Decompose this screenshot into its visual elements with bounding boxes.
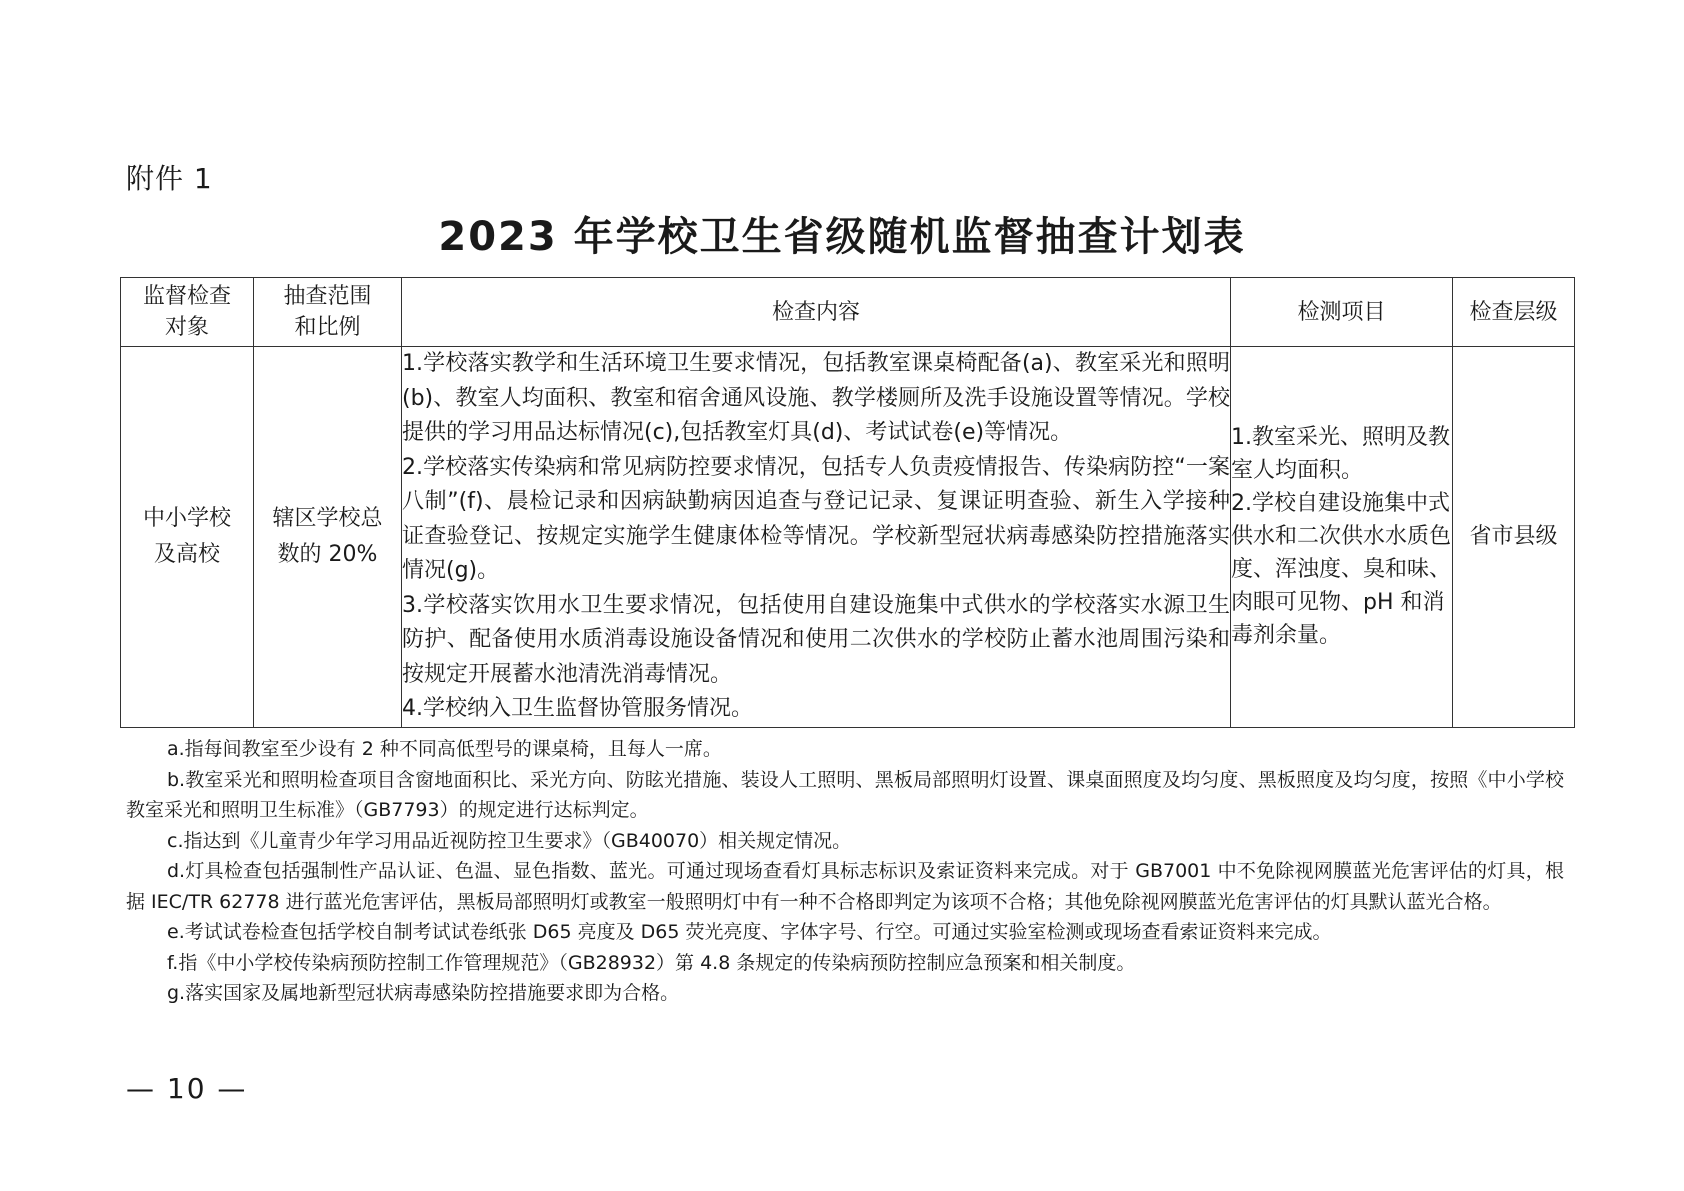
table-header-row xyxy=(121,278,1575,347)
content-item-2: 2.学校落实传染病和常见病防控要求情况，包括专人负责疫情报告、传染病防控“一案八制”(f)、晨检记录和因病缺勤病因追查与登记记录、复课证明查验、新生入学接种证查验登记、按规定实施学生健康体检等情况。学校新型冠状病毒感染防控措施落实情况(g)。 xyxy=(402,454,1230,583)
cell-object-line1: 中小学校 xyxy=(142,505,231,531)
cell-scope xyxy=(254,347,402,728)
cell-content xyxy=(402,347,1231,728)
footnotes xyxy=(126,734,1564,1009)
cell-detect xyxy=(1231,347,1453,728)
header-scope-line2: 和比例 xyxy=(294,315,361,340)
page-number: — 10 — xyxy=(126,1072,248,1105)
header-scope xyxy=(254,278,402,347)
attachment-label: 附件 1 xyxy=(126,162,213,195)
header-content: 检查内容 xyxy=(402,278,1231,347)
footnote-g: g.落实国家及属地新型冠状病毒感染防控措施要求即为合格。 xyxy=(167,982,680,1004)
footnote-d: d.灯具检查包括强制性产品认证、色温、显色指数、蓝光。可通过现场查看灯具标志标识及索证资料来完成。对于 GB7001 中不免除视网膜蓝光危害评估的灯具，根据 IEC/TR 62778 进行蓝光危害评估，黑板局部照明灯或教室一般照明灯中有一种不合格即判定为该项不合格；其他免除视网膜蓝光危害评估的灯具默认蓝光合格。 xyxy=(126,860,1564,913)
table-row xyxy=(121,347,1575,728)
header-level: 检查层级 xyxy=(1453,278,1575,347)
cell-level: 省市县级 xyxy=(1453,347,1575,728)
cell-scope-line2: 数的 20% xyxy=(277,541,378,567)
detect-item-2: 2.学校自建设施集中式供水和二次供水水质色度、浑浊度、臭和味、肉眼可见物、pH 和消毒剂余量。 xyxy=(1231,491,1452,649)
cell-scope-line1: 辖区学校总 xyxy=(272,505,383,531)
cell-object-line2: 及高校 xyxy=(153,541,220,567)
cell-object xyxy=(121,347,254,728)
content-item-3: 3.学校落实饮用水卫生要求情况，包括使用自建设施集中式供水的学校落实水源卫生防护、配备使用水质消毒设施设备情况和使用二次供水的学校防止蓄水池周围污染和按规定开展蓄水池清洗消毒情况。 xyxy=(402,592,1230,687)
footnote-b: b.教室采光和照明检查项目含窗地面积比、采光方向、防眩光措施、装设人工照明、黑板局部照明灯设置、课桌面照度及均匀度、黑板照度及均匀度，按照《中小学校教室采光和照明卫生标准》（GB7793）的规定进行达标判定。 xyxy=(126,768,1564,821)
content-item-1: 1.学校落实教学和生活环境卫生要求情况，包括教室课桌椅配备(a)、教室采光和照明(b)、教室人均面积、教室和宿舍通风设施、教学楼厕所及洗手设施设置等情况。学校提供的学习用品达标情况(c),包括教室灯具(d)、考试试卷(e)等情况。 xyxy=(402,351,1230,445)
detect-item-1: 1.教室采光、照明及教室人均面积。 xyxy=(1231,425,1450,484)
inspection-plan-table xyxy=(120,277,1575,728)
content-item-4: 4.学校纳入卫生监督协管服务情况。 xyxy=(402,696,753,721)
header-object-line1: 监督检查 xyxy=(142,284,231,309)
footnote-a: a.指每间教室至少设有 2 种不同高低型号的课桌椅，且每人一席。 xyxy=(167,738,722,760)
footnote-e: e.考试试卷检查包括学校自制考试试卷纸张 D65 亮度及 D65 荧光亮度、字体字号、行空。可通过实验室检测或现场查看索证资料来完成。 xyxy=(167,921,1332,943)
header-object-line2: 对象 xyxy=(164,315,209,340)
header-scope-line1: 抽查范围 xyxy=(283,284,372,309)
header-object xyxy=(121,278,254,347)
footnote-f: f.指《中小学校传染病预防控制工作管理规范》（GB28932）第 4.8 条规定的传染病预防控制应急预案和相关制度。 xyxy=(167,951,1136,974)
page-title: 2023 年学校卫生省级随机监督抽查计划表 xyxy=(438,214,1246,260)
footnote-c: c.指达到《儿童青少年学习用品近视防控卫生要求》（GB40070）相关规定情况。 xyxy=(167,829,852,852)
header-detect: 检测项目 xyxy=(1231,278,1453,347)
